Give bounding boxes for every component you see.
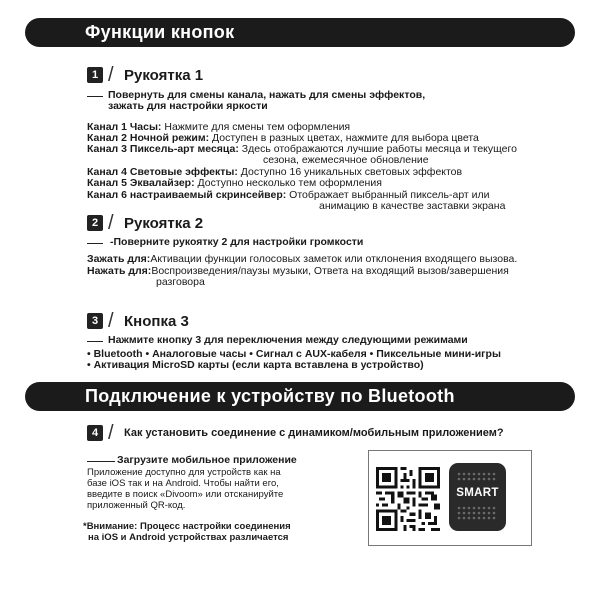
action-row: Нажать для:Воспроизведения/паузы музыки, Ответа на входящий вызов/завершения — [87, 265, 509, 277]
mode-list-line: • Активация MicroSD карты (если карта вставлена в устройство) — [87, 359, 424, 371]
mode-list-line: • Bluetooth • Аналоговые часы • Сигнал с AUX-кабеля • Пиксельные мини-игры — [87, 348, 501, 360]
channel-row: Канал 1 Часы: Нажмите для смены тем оформления — [87, 121, 351, 133]
action-row: Зажать для:Активации функции голосовых заметок или отклонения входящего вызова. — [87, 253, 518, 265]
app-description-line: приложенный QR-код. — [87, 500, 186, 511]
channel-row-continued: сезона, ежемесячное обновление — [263, 154, 429, 166]
banner-title: Подключение к устройству по Bluetooth — [85, 386, 455, 406]
slash-divider: / — [108, 310, 114, 332]
step-number-badge: 1 — [87, 67, 103, 83]
qr-code-icon[interactable] — [376, 467, 440, 531]
app-description-line: введите в поиск «Divoom» или отсканируйте — [87, 489, 284, 500]
section-title-connect: Как установить соединение с динамиком/мобильным приложением? — [124, 427, 504, 439]
app-description-line: Приложение доступно для устройств как на — [87, 467, 281, 478]
section-title-knob-2: Рукоятка 2 — [124, 215, 204, 232]
dot-matrix-icon — [456, 505, 499, 525]
section-subtitle: Повернуть для смены канала, нажать для смены эффектов, — [108, 89, 426, 101]
dash-line — [87, 243, 103, 244]
warning-note: *Внимание: Процесс настройки соединения — [83, 521, 291, 532]
step-number-badge: 3 — [87, 313, 103, 329]
app-description-line: базе iOS так и на Android. Чтобы найти его, — [87, 478, 279, 489]
slash-divider: / — [108, 212, 114, 234]
banner-title: Функции кнопок — [85, 22, 235, 42]
channel-row-continued: анимацию в качестве заставки экрана — [319, 200, 506, 212]
slash-divider: / — [108, 422, 114, 444]
channel-row: Канал 3 Пиксель-арт месяца: Здесь отображаются лучшие работы месяца и текущего — [87, 143, 517, 155]
step-number-badge: 4 — [87, 425, 103, 441]
channel-row: Канал 2 Ночной режим: Доступен в разных цветах, нажмите для выбора цвета — [87, 132, 479, 144]
dash-line — [87, 341, 103, 342]
channel-row: Канал 4 Световые эффекты: Доступно 16 уникальных световых эффектов — [87, 166, 463, 178]
smart-label: SMART — [456, 487, 499, 499]
dash-line — [87, 461, 115, 462]
dot-matrix-icon — [456, 471, 499, 483]
section-banner-button-functions — [25, 18, 575, 47]
section-title-knob-1: Рукоятка 1 — [124, 67, 204, 84]
step-number-badge: 2 — [87, 215, 103, 231]
download-app-heading: Загрузите мобильное приложение — [117, 454, 297, 466]
section-banner-bluetooth — [25, 382, 575, 411]
channel-row: Канал 6 настраиваемый скринсейвер: Отображает выбранный пиксель-арт или — [87, 189, 490, 201]
section-subtitle: Нажмите кнопку 3 для переключения между следующими режимами — [108, 334, 468, 346]
smart-app-logo — [449, 463, 506, 531]
dash-line — [87, 96, 103, 97]
section-subtitle-continued: зажать для настройки яркости — [108, 100, 268, 112]
channel-row: Канал 5 Эквалайзер: Доступно несколько тем оформления — [87, 177, 382, 189]
section-title-button-3: Кнопка 3 — [124, 313, 189, 330]
slash-divider: / — [108, 64, 114, 86]
section-subtitle: -Поверните рукоятку 2 для настройки громкости — [110, 236, 364, 248]
warning-note-continued: на iOS и Android устройствах различается — [88, 532, 289, 543]
action-row-continued: разговора — [156, 276, 205, 288]
